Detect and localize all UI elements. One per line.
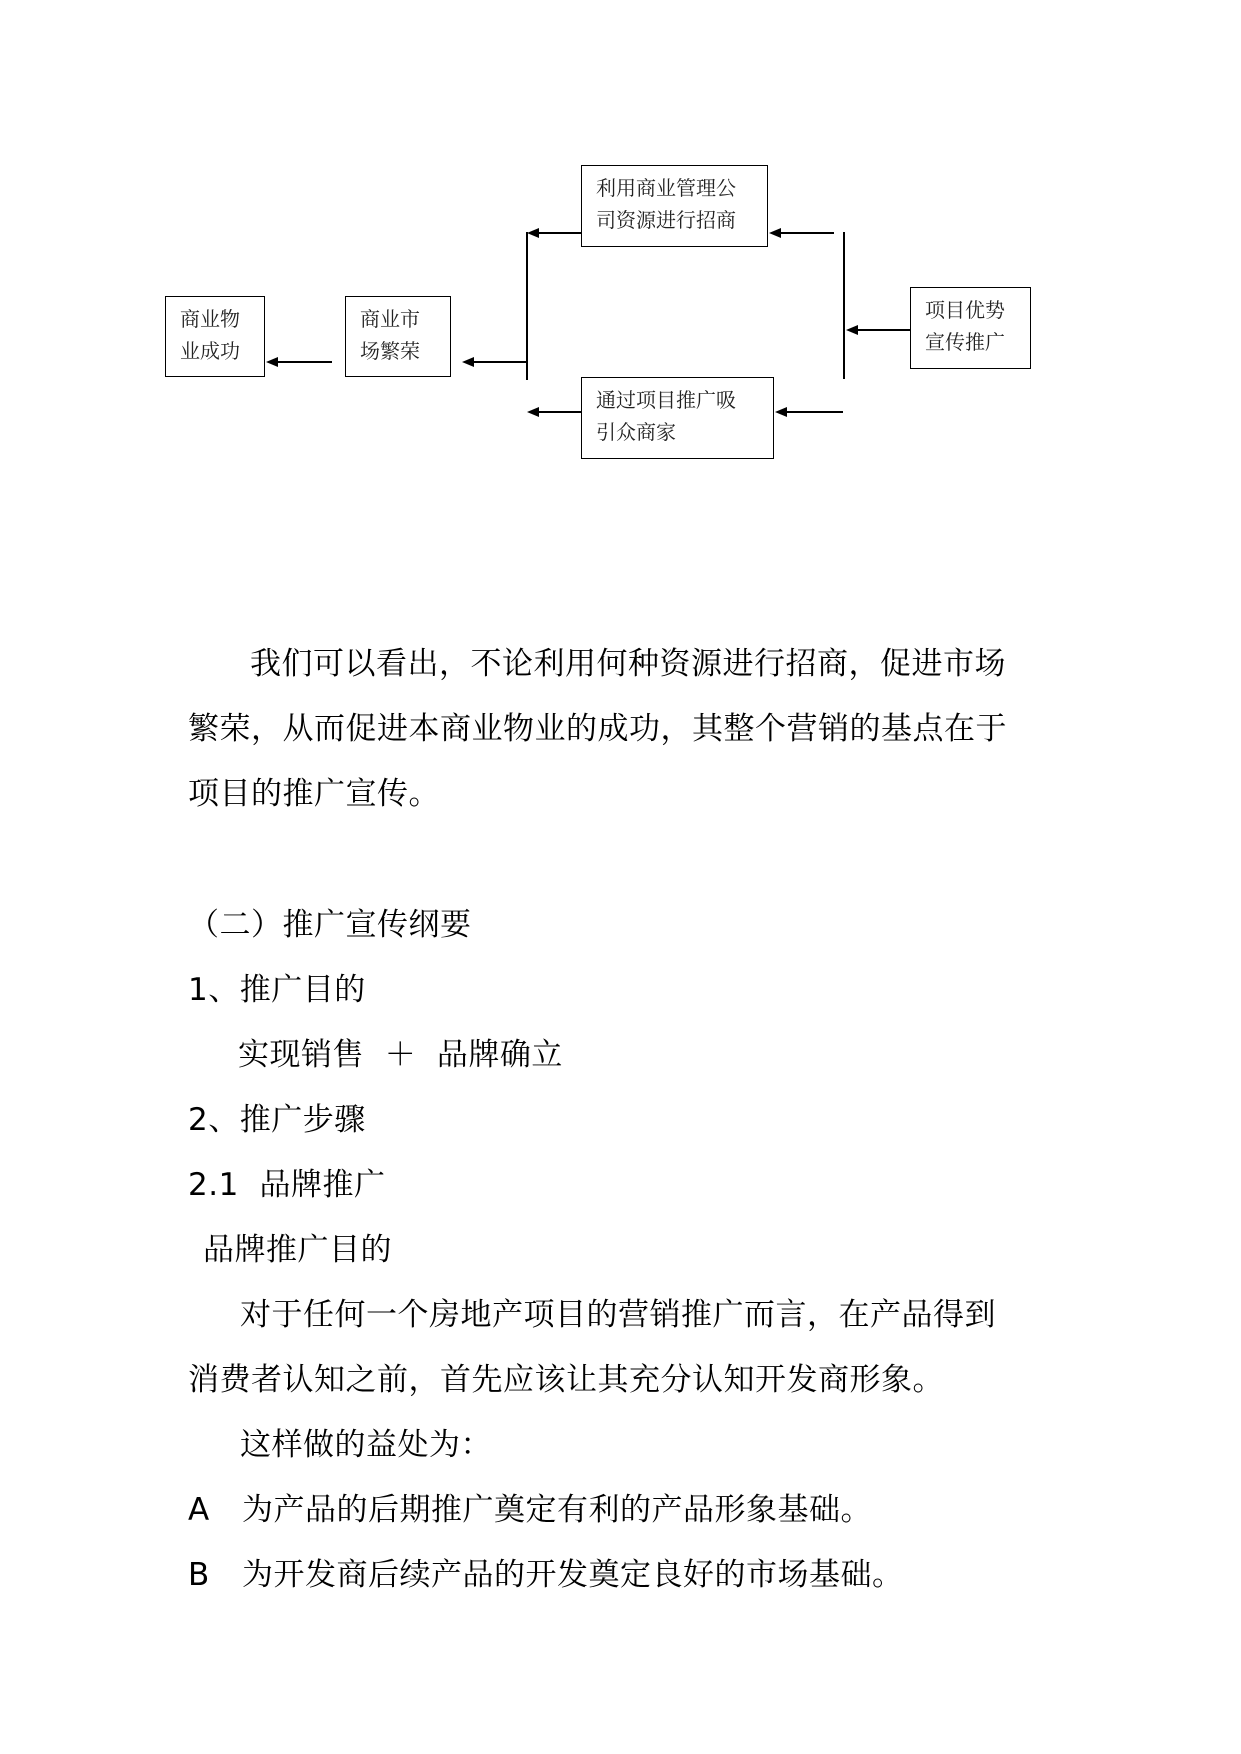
benefit-text: 为开发商后续产品的开发奠定良好的市场基础。 bbox=[242, 1557, 904, 1593]
paragraph-line: 对于任何一个房地产项目的营销推广而言，在产品得到 bbox=[240, 1297, 996, 1333]
box-text-line: 商业物 bbox=[180, 307, 240, 331]
benefit-label: B bbox=[188, 1557, 210, 1593]
arrow-left-icon bbox=[846, 325, 858, 335]
connector-line bbox=[538, 411, 581, 413]
benefit-label: A bbox=[188, 1492, 210, 1528]
arrow-left-icon bbox=[266, 357, 278, 367]
benefit-text: 为产品的后期推广奠定有利的产品形象基础。 bbox=[242, 1492, 872, 1528]
box-text-line: 项目优势 bbox=[925, 298, 1005, 322]
paragraph-line: 繁荣，从而促进本商业物业的成功，其整个营销的基点在于 bbox=[188, 711, 1007, 747]
box-text-line: 宣传推广 bbox=[925, 330, 1005, 354]
arrow-left-icon bbox=[527, 228, 539, 238]
arrow-left-icon bbox=[462, 357, 474, 367]
paragraph-line: 我们可以看出，不论利用何种资源进行招商，促进市场 bbox=[250, 646, 1006, 682]
arrow-left-icon bbox=[769, 228, 781, 238]
box-text-line: 场繁荣 bbox=[360, 339, 420, 363]
connector-line bbox=[780, 232, 834, 234]
box-promotion-attract-merchants bbox=[581, 377, 774, 459]
box-market-prosperity bbox=[345, 296, 451, 377]
box-mgmt-company-resources bbox=[581, 165, 768, 247]
subsection-heading: 2.1 品牌推广 bbox=[188, 1167, 386, 1203]
connector-line bbox=[538, 232, 581, 234]
box-text-line: 业成功 bbox=[180, 339, 240, 363]
box-text-line: 引众商家 bbox=[596, 420, 676, 444]
section-heading: （二）推广宣传纲要 bbox=[188, 907, 472, 943]
list-item-heading: 2、推广步骤 bbox=[188, 1102, 366, 1138]
subsection-subheading: 品牌推广目的 bbox=[203, 1232, 392, 1268]
list-item-detail: 实现销售 ＋ 品牌确立 bbox=[238, 1037, 563, 1073]
box-text-line: 利用商业管理公 bbox=[596, 176, 736, 200]
paragraph-line: 这样做的益处为： bbox=[240, 1427, 492, 1463]
paragraph-line: 消费者认知之前，首先应该让其充分认知开发商形象。 bbox=[188, 1362, 944, 1398]
connector-line bbox=[526, 232, 528, 380]
arrow-left-icon bbox=[527, 407, 539, 417]
list-item-heading: 1、推广目的 bbox=[188, 972, 366, 1008]
box-project-advantage bbox=[910, 287, 1031, 369]
box-text-line: 通过项目推广吸 bbox=[596, 388, 736, 412]
connector-line bbox=[473, 361, 527, 363]
connector-line bbox=[843, 232, 845, 379]
connector-line bbox=[786, 411, 843, 413]
box-text-line: 司资源进行招商 bbox=[596, 208, 736, 232]
connector-line bbox=[857, 329, 910, 331]
box-text-line: 商业市 bbox=[360, 307, 420, 331]
paragraph-line: 项目的推广宣传。 bbox=[188, 776, 440, 812]
connector-line bbox=[276, 361, 332, 363]
flow-diagram bbox=[0, 0, 1241, 520]
box-mall-success bbox=[165, 296, 265, 377]
arrow-left-icon bbox=[775, 407, 787, 417]
